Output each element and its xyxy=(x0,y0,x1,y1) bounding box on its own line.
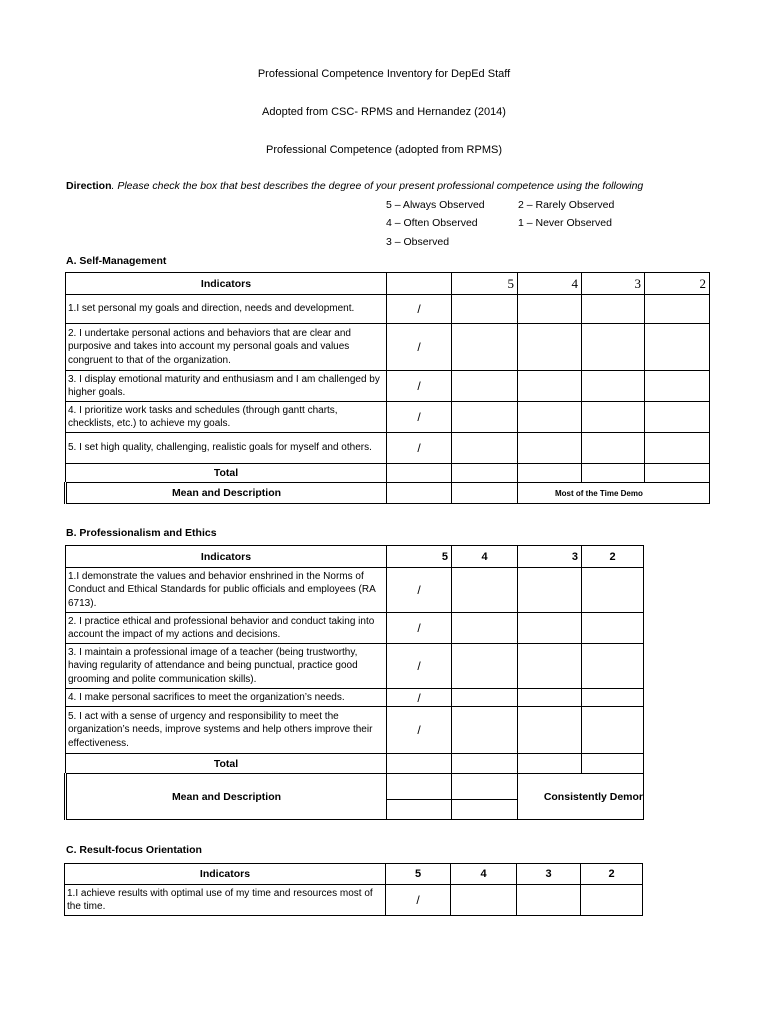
col-4-header: 4 xyxy=(451,864,517,885)
adopted-note: Adopted from CSC- RPMS and Hernandez (2014) xyxy=(262,106,506,118)
rating-cell[interactable] xyxy=(645,324,710,371)
rating-cell[interactable] xyxy=(518,295,582,324)
table-row xyxy=(66,324,710,371)
total-cell xyxy=(582,464,645,483)
table-row xyxy=(66,613,644,644)
mean-row xyxy=(66,774,644,800)
rating-cell[interactable] xyxy=(518,324,582,371)
total-cell xyxy=(387,464,452,483)
section-a-table xyxy=(64,272,710,504)
indicators-header: Indicators xyxy=(66,546,387,568)
indicators-header: Indicators xyxy=(65,864,386,885)
section-a-table-wrap xyxy=(64,272,706,506)
indicator-text: 1.I demonstrate the values and behavior enshrined in the Norms of Conduct and Ethical Standards for public officials and employees (RA 6713). xyxy=(66,568,387,613)
col-4-header: 4 xyxy=(452,546,518,568)
rating-cell[interactable] xyxy=(582,568,644,613)
rating-cell[interactable] xyxy=(452,324,518,371)
direction-instructions: . Please check the box that best describes the degree of your present professional competence using the following xyxy=(111,180,644,192)
check-mark[interactable]: / xyxy=(387,613,452,644)
table-row xyxy=(66,689,644,707)
legend-3: 3 – Observed xyxy=(386,236,450,248)
rating-cell[interactable] xyxy=(452,707,518,754)
total-cell xyxy=(582,754,644,774)
total-cell xyxy=(452,464,518,483)
rating-cell[interactable] xyxy=(645,402,710,433)
total-label: Total xyxy=(66,464,387,483)
table-header-row xyxy=(65,864,643,885)
table-row xyxy=(66,644,644,689)
rating-cell[interactable] xyxy=(518,707,582,754)
rating-cell[interactable] xyxy=(452,613,518,644)
col-3-header: 3 xyxy=(517,864,581,885)
rating-cell[interactable] xyxy=(645,371,710,402)
mean-cell xyxy=(452,800,518,820)
total-cell xyxy=(518,464,582,483)
table-row xyxy=(66,402,710,433)
rating-cell[interactable] xyxy=(452,402,518,433)
col-3-header: 3 xyxy=(582,273,645,295)
check-mark[interactable]: / xyxy=(387,433,452,464)
direction-text xyxy=(66,180,642,192)
rating-cell[interactable] xyxy=(582,402,645,433)
rating-cell[interactable] xyxy=(518,644,582,689)
section-c-title: C. Result-focus Orientation xyxy=(66,844,202,856)
section-b-title: B. Professionalism and Ethics xyxy=(66,527,217,539)
rating-cell[interactable] xyxy=(518,371,582,402)
check-mark[interactable]: / xyxy=(387,568,452,613)
col-5-header: 5 xyxy=(452,273,518,295)
table-row xyxy=(66,295,710,324)
check-mark[interactable]: / xyxy=(387,324,452,371)
rating-cell[interactable] xyxy=(582,689,644,707)
total-row xyxy=(66,754,644,774)
rating-cell[interactable] xyxy=(582,324,645,371)
check-mark[interactable]: / xyxy=(387,644,452,689)
col-2-header: 2 xyxy=(581,864,643,885)
total-label: Total xyxy=(66,754,387,774)
blank-header xyxy=(387,273,452,295)
rating-cell[interactable] xyxy=(518,568,582,613)
document-subtitle: Professional Competence (adopted from RPMS) xyxy=(266,144,502,156)
rating-cell[interactable] xyxy=(582,613,644,644)
indicator-text: 4. I prioritize work tasks and schedules (through gantt charts, checklists, etc.) to achieve my goals. xyxy=(66,402,387,433)
mean-description: Consistently Demor xyxy=(518,774,644,820)
col-2-header: 2 xyxy=(645,273,710,295)
table-header-row xyxy=(66,273,710,295)
rating-cell[interactable] xyxy=(452,568,518,613)
legend-4: 4 – Often Observed xyxy=(386,217,478,229)
rating-cell[interactable] xyxy=(518,433,582,464)
indicator-text: 4. I make personal sacrifices to meet the organization’s needs. xyxy=(66,689,387,707)
mean-cell xyxy=(387,483,452,504)
col-2-header: 2 xyxy=(582,546,644,568)
rating-cell[interactable] xyxy=(452,371,518,402)
total-cell xyxy=(518,754,582,774)
total-row xyxy=(66,464,710,483)
mean-cell xyxy=(387,800,452,820)
check-mark[interactable]: / xyxy=(387,295,452,324)
table-row xyxy=(65,885,643,916)
check-mark[interactable]: / xyxy=(387,371,452,402)
table-row xyxy=(66,371,710,402)
table-row xyxy=(66,707,644,754)
mean-cell xyxy=(387,774,452,800)
total-cell xyxy=(387,754,452,774)
rating-cell[interactable] xyxy=(582,644,644,689)
mean-description: Most of the Time Demo xyxy=(518,483,710,504)
indicator-text: 1.I set personal my goals and direction, needs and development. xyxy=(66,295,387,324)
rating-cell[interactable] xyxy=(452,295,518,324)
mean-label: Mean and Description xyxy=(66,483,387,504)
rating-cell[interactable] xyxy=(518,402,582,433)
table-header-row xyxy=(66,546,644,568)
rating-cell[interactable] xyxy=(645,295,710,324)
document-title: Professional Competence Inventory for DepEd Staff xyxy=(257,68,511,80)
check-mark[interactable]: / xyxy=(386,885,451,916)
rating-cell[interactable] xyxy=(582,707,644,754)
mean-cell xyxy=(452,774,518,800)
legend-1: 1 – Never Observed xyxy=(518,217,612,229)
check-mark[interactable]: / xyxy=(387,689,452,707)
direction-label: Direction xyxy=(66,180,112,192)
check-mark[interactable]: / xyxy=(387,707,452,754)
rating-cell[interactable] xyxy=(582,371,645,402)
indicator-text: 2. I undertake personal actions and behaviors that are clear and purposive and takes into account my personal goals and values congruent to that of the organization. xyxy=(66,324,387,371)
indicator-text: 5. I act with a sense of urgency and responsibility to meet the organization’s needs, improve systems and help others improve their effectiveness. xyxy=(66,707,387,754)
legend-2: 2 – Rarely Observed xyxy=(518,199,615,211)
rating-cell[interactable] xyxy=(452,433,518,464)
rating-cell[interactable] xyxy=(517,885,581,916)
col-3-header: 3 xyxy=(518,546,582,568)
mean-cell xyxy=(452,483,518,504)
check-mark[interactable]: / xyxy=(387,402,452,433)
total-cell xyxy=(452,754,518,774)
indicators-header: Indicators xyxy=(66,273,387,295)
section-b-table xyxy=(64,545,644,820)
col-4-header: 4 xyxy=(518,273,582,295)
col-5-header: 5 xyxy=(386,864,451,885)
rating-cell[interactable] xyxy=(582,295,645,324)
indicator-text: 3. I display emotional maturity and enthusiasm and I am challenged by higher goals. xyxy=(66,371,387,402)
total-cell xyxy=(645,464,710,483)
mean-label: Mean and Description xyxy=(66,774,387,820)
mean-row xyxy=(66,483,710,504)
section-b-table-wrap xyxy=(64,545,642,822)
rating-cell[interactable] xyxy=(452,644,518,689)
col-5-header: 5 xyxy=(387,546,452,568)
rating-cell[interactable] xyxy=(518,689,582,707)
section-c-table-wrap xyxy=(64,863,642,917)
rating-cell[interactable] xyxy=(451,885,517,916)
rating-cell[interactable] xyxy=(518,613,582,644)
table-row xyxy=(66,433,710,464)
indicator-text: 5. I set high quality, challenging, realistic goals for myself and others. xyxy=(66,433,387,464)
section-a-title: A. Self-Management xyxy=(66,255,167,267)
rating-cell[interactable] xyxy=(452,689,518,707)
legend-5: 5 – Always Observed xyxy=(386,199,485,211)
rating-cell[interactable] xyxy=(582,433,645,464)
indicator-text: 3. I maintain a professional image of a teacher (being trustworthy, having regularity of attendance and being punctual, practice good grooming and polite communication skills). xyxy=(66,644,387,689)
section-c-table xyxy=(64,863,643,916)
indicator-text: 2. I practice ethical and professional behavior and conduct taking into account the impact of my actions and decisions. xyxy=(66,613,387,644)
indicator-text: 1.I achieve results with optimal use of my time and resources most of the time. xyxy=(65,885,386,916)
table-row xyxy=(66,568,644,613)
rating-cell[interactable] xyxy=(581,885,643,916)
rating-cell[interactable] xyxy=(645,433,710,464)
